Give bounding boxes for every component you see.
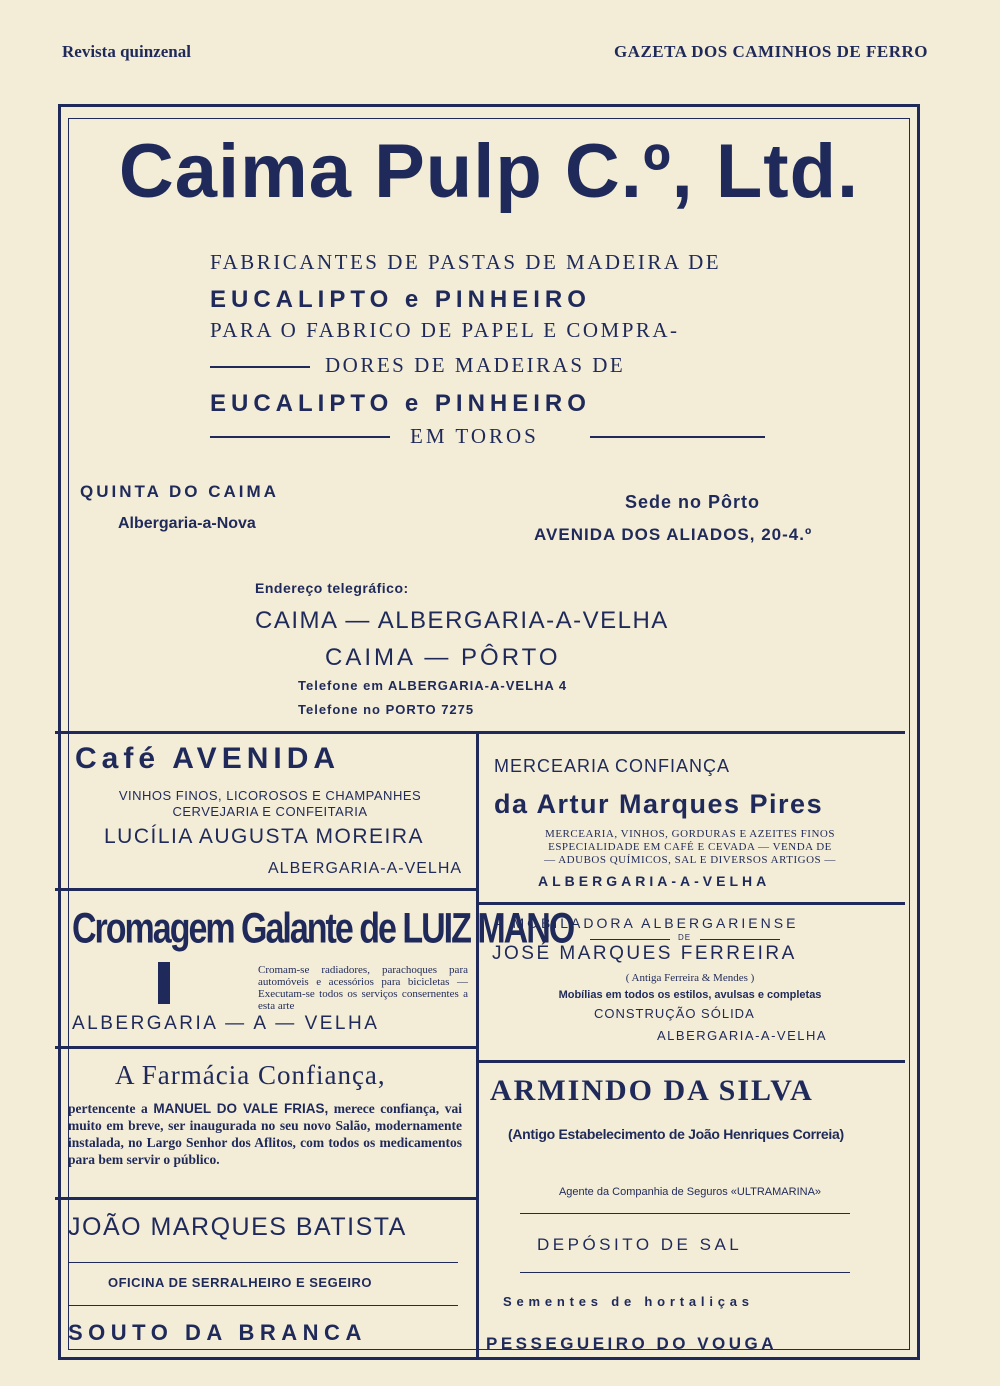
mobiladora-title: A MOBILADORA ALBERGARIENSE xyxy=(494,915,799,931)
mercearia-line1: MERCEARIA CONFIANÇA xyxy=(494,756,731,776)
mercearia-line4: — ADUBOS QUÍMICOS, SAL E DIVERSOS ARTIGOS — xyxy=(544,854,836,866)
cromagem-bar-graphic xyxy=(158,962,170,1004)
cafe-owner: LUCÍLIA AUGUSTA MOREIRA xyxy=(104,825,425,848)
caima-line4: DORES DE MADEIRAS DE xyxy=(325,353,626,377)
caima-phone-1: Telefone em ALBERGARIA-A-VELHA 4 xyxy=(298,678,568,693)
grid-line-h4-left xyxy=(55,1197,479,1200)
farmacia-text-post: merece confiança, vai muito em breve, ser inaugurada no seu novo Salão, modernamente instalada, no Largo Senhor dos Aflitos, com todos os medicamentos para bem servir o público. xyxy=(68,1101,462,1167)
caima-line5: EUCALIPTO e PINHEIRO xyxy=(210,390,591,417)
grid-line-h3-right xyxy=(476,1060,905,1063)
caima-telegraph-1: CAIMA — ALBERGARIA-A-VELHA xyxy=(255,607,669,634)
armindo-place: PESSEGUEIRO DO VOUGA xyxy=(486,1334,778,1353)
farmacia-owner: MANUEL DO VALE FRIAS, xyxy=(153,1101,329,1116)
divider-rule xyxy=(590,939,670,940)
joao-line1: OFICINA DE SERRALHEIRO E SEGEIRO xyxy=(108,1275,372,1290)
caima-quinta-place: Albergaria-a-Nova xyxy=(118,515,256,532)
cafe-title: Café AVENIDA xyxy=(75,742,341,775)
caima-title: Caima Pulp C.º, Ltd. xyxy=(118,129,860,214)
caima-sede-address: AVENIDA DOS ALIADOS, 20-4.º xyxy=(534,525,813,544)
cromagem-description: Cromam-se radiadores, parachoques para automóveis e acessórios para bicicletas — Executam-se todos os serviços consernentes a esta arte xyxy=(258,964,468,1012)
mercearia-place: ALBERGARIA-A-VELHA xyxy=(538,873,771,889)
divider-rule xyxy=(700,939,780,940)
armindo-sementes: Sementes de hortaliças xyxy=(503,1294,754,1309)
grid-line-h3-left xyxy=(55,1046,479,1049)
divider-rule xyxy=(210,366,310,368)
caima-sede: Sede no Pôrto xyxy=(625,492,761,512)
joao-title: JOÃO MARQUES BATISTA xyxy=(68,1213,407,1241)
mercearia-line3: ESPECIALIDADE EM CAFÉ E CEVADA — VENDA DE xyxy=(548,841,832,853)
caima-phone-2: Telefone no PORTO 7275 xyxy=(298,702,475,717)
divider-rule xyxy=(520,1213,850,1214)
farmacia-text xyxy=(68,1100,462,1168)
mercearia-line2: MERCEARIA, VINHOS, GORDURAS E AZEITES FINOS xyxy=(545,828,835,840)
caima-line2: EUCALIPTO e PINHEIRO xyxy=(210,286,591,313)
header-left: Revista quinzenal xyxy=(62,42,191,61)
divider-rule xyxy=(520,1272,850,1273)
cromagem-title: Cromagem Galante de LUIZ MANO xyxy=(72,905,574,953)
caima-line6: EM TOROS xyxy=(410,424,539,448)
mobiladora-de: DE xyxy=(678,933,692,942)
mercearia-title: da Artur Marques Pires xyxy=(494,789,824,819)
joao-place: SOUTO DA BRANCA xyxy=(68,1320,367,1345)
grid-line-h1 xyxy=(55,731,905,734)
armindo-deposito: DEPÓSITO DE SAL xyxy=(537,1235,743,1254)
divider-rule xyxy=(68,1262,458,1263)
caima-telegraph-2: CAIMA — PÔRTO xyxy=(325,644,561,671)
mobiladora-former: ( Antiga Ferreira & Mendes ) xyxy=(625,972,755,984)
caima-line1: FABRICANTES DE PASTAS DE MADEIRA DE xyxy=(210,250,722,274)
mobiladora-line2: CONSTRUÇÃO SÓLIDA xyxy=(594,1006,755,1021)
mobiladora-owner: JOSÉ MARQUES FERREIRA xyxy=(492,943,797,964)
cafe-place: ALBERGARIA-A-VELHA xyxy=(268,860,463,877)
caima-telegraph-label: Endereço telegráfico: xyxy=(255,580,409,596)
farmacia-title: A Farmácia Confiança, xyxy=(115,1060,386,1090)
mobiladora-place: ALBERGARIA-A-VELHA xyxy=(657,1028,828,1043)
farmacia-text-pre: pertencente a xyxy=(68,1101,154,1116)
divider-rule xyxy=(68,1305,458,1306)
cafe-line2: CERVEJARIA E CONFEITARIA xyxy=(172,804,368,819)
grid-line-vertical xyxy=(476,731,479,1357)
caima-quinta: QUINTA DO CAIMA xyxy=(80,482,279,501)
armindo-agent: Agente da Companhia de Seguros «ULTRAMARINA» xyxy=(558,1186,822,1198)
cromagem-place: ALBERGARIA — A — VELHA xyxy=(72,1013,380,1034)
armindo-title: ARMINDO DA SILVA xyxy=(490,1074,814,1107)
grid-line-h2-left xyxy=(55,888,479,891)
mobiladora-line1: Mobílias em todos os estilos, avulsas e completas xyxy=(558,989,822,1001)
armindo-subtitle: (Antigo Estabelecimento de João Henriques Correia) xyxy=(508,1126,844,1142)
cafe-line1: VINHOS FINOS, LICOROSOS E CHAMPANHES xyxy=(118,788,422,803)
caima-line3: PARA O FABRICO DE PAPEL E COMPRA- xyxy=(210,318,680,342)
header-right: GAZETA DOS CAMINHOS DE FERRO xyxy=(613,42,928,61)
divider-rule xyxy=(210,436,390,438)
divider-rule xyxy=(590,436,765,438)
